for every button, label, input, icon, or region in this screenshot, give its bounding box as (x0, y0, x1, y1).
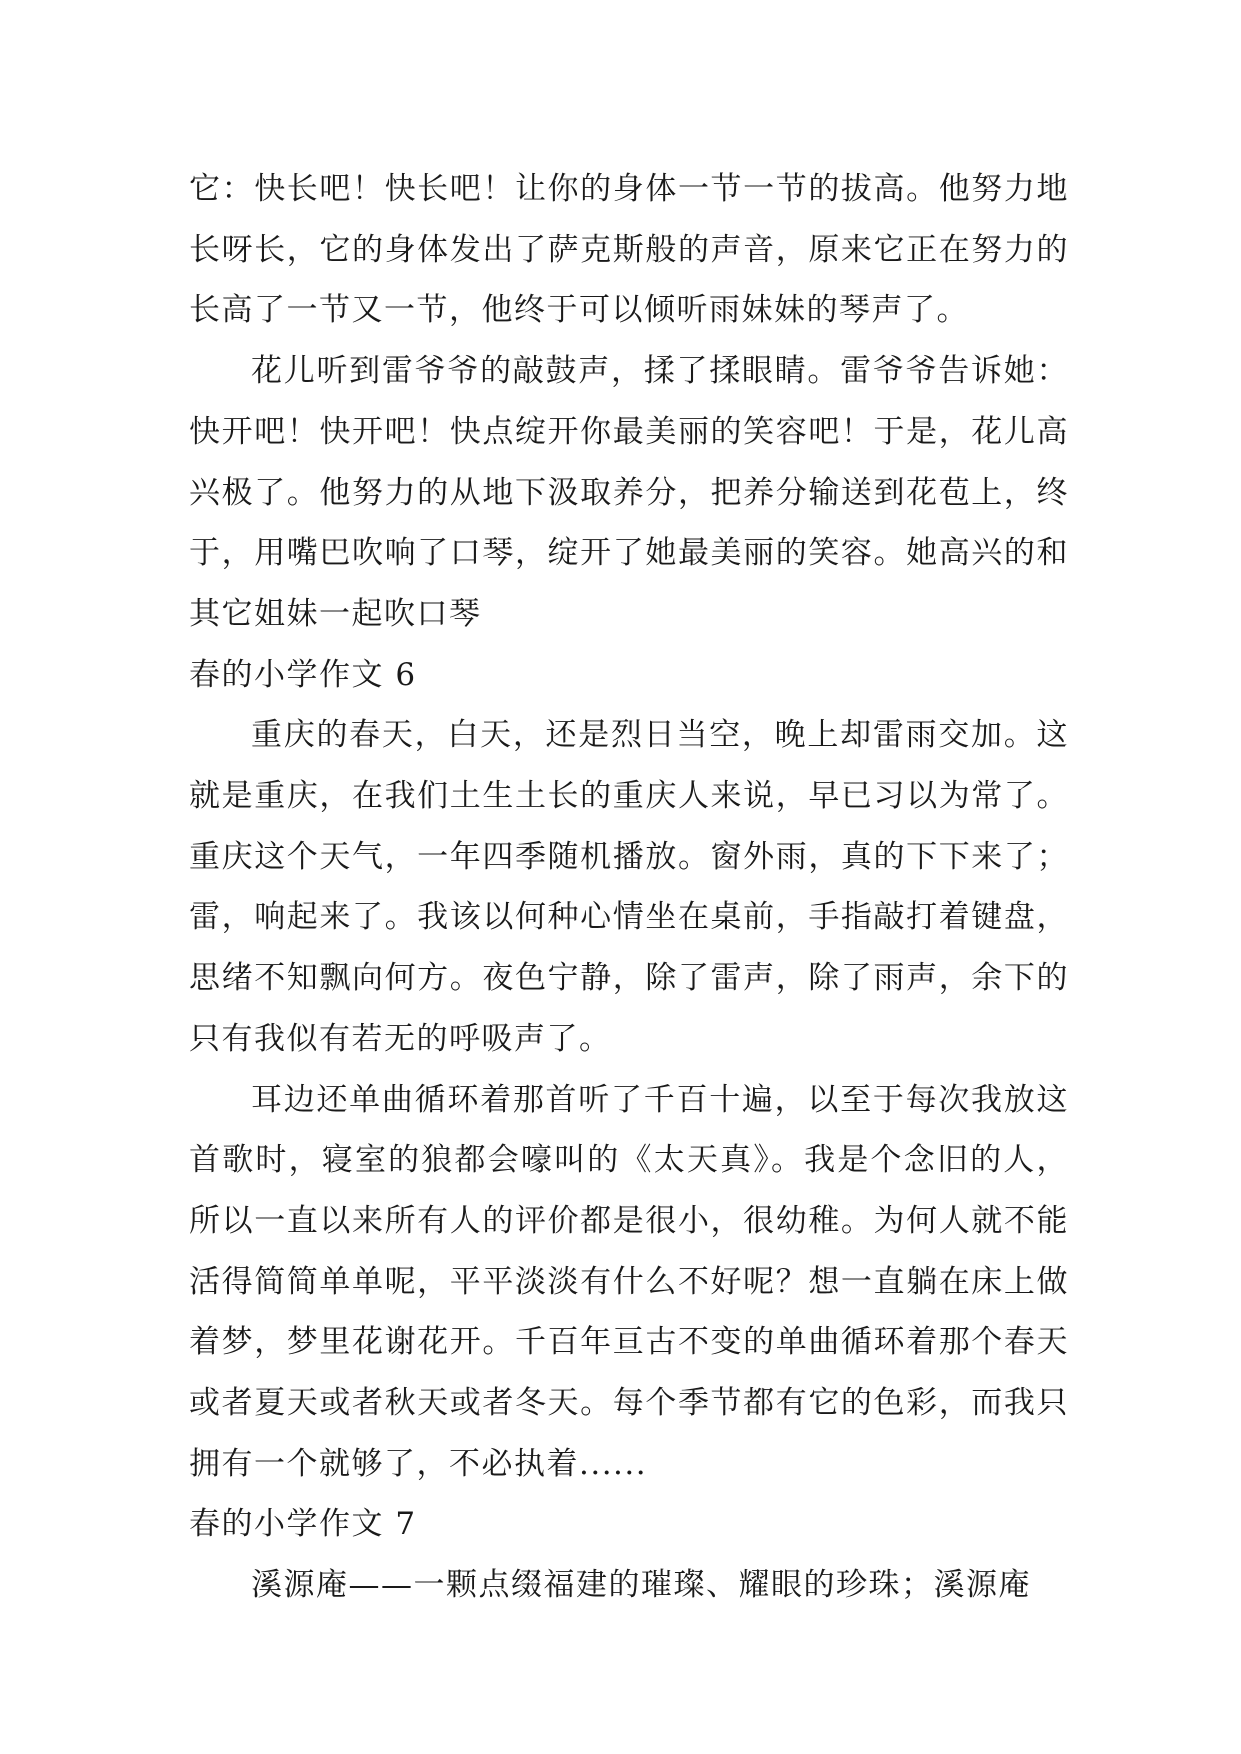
document-body (189, 159, 1069, 1616)
paragraph-2: 花儿听到雷爷爷的敲鼓声，揉了揉眼睛。雷爷爷告诉她：快开吧！快开吧！快点绽开你最美丽的笑容吧！于是，花儿高兴极了。他努力的从地下汲取养分，把养分输送到花苞上，终于，用嘴巴吹响了口琴，绽开了她最美丽的笑容。她高兴的和其它姐妹一起吹口琴 (189, 353, 1069, 632)
section-heading-6: 春的小学作文 6 (189, 656, 417, 693)
paragraph-1: 它：快长吧！快长吧！让你的身体一节一节的拔高。他努力地长呀长，它的身体发出了萨克斯般的声音，原来它正在努力的长高了一节又一节，他终于可以倾听雨妹妹的琴声了。 (189, 171, 1069, 329)
paragraph-4: 耳边还单曲循环着那首听了千百十遍，以至于每次我放这首歌时，寝室的狼都会嚎叫的《太天真》。我是个念旧的人，所以一直以来所有人的评价都是很小，很幼稚。为何人就不能活得简简单单呢，平平淡淡有什么不好呢？想一直躺在床上做着梦，梦里花谢花开。千百年亘古不变的单曲循环着那个春天或者夏天或者秋天或者冬天。每个季节都有它的色彩，而我只拥有一个就够了，不必执着...... (189, 1081, 1069, 1482)
section-heading-7: 春的小学作文 7 (189, 1506, 417, 1543)
paragraph-3: 重庆的春天，白天，还是烈日当空，晚上却雷雨交加。这就是重庆，在我们土生土长的重庆人来说，早已习以为常了。重庆这个天气，一年四季随机播放。窗外雨，真的下下来了；雷，响起来了。我该以何种心情坐在桌前，手指敲打着键盘，思绪不知飘向何方。夜色宁静，除了雷声，除了雨声，余下的只有我似有若无的呼吸声了。 (189, 717, 1069, 1057)
paragraph-5: 溪源庵——一颗点缀福建的璀璨、耀眼的珍珠；溪源庵 (251, 1567, 1031, 1604)
